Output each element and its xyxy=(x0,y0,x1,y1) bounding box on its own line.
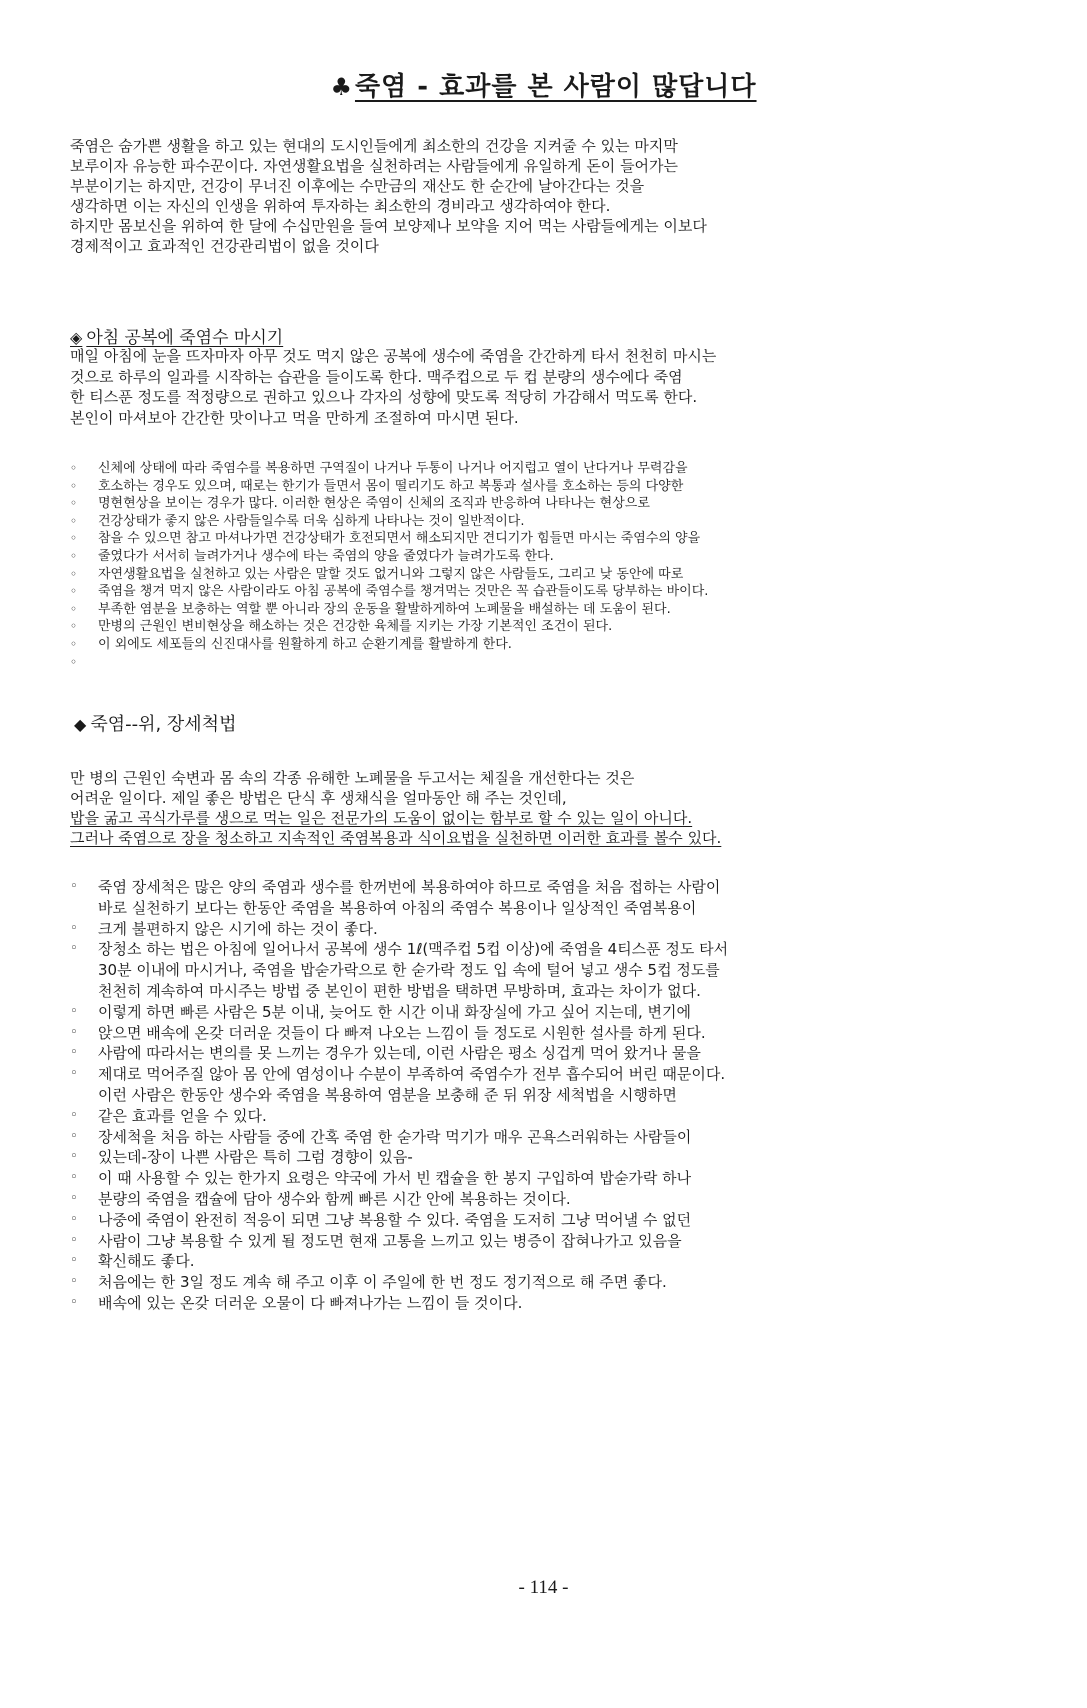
section2-underlined-line: 그러나 죽염으로 장을 청소하고 지속적인 죽염복용과 식이요법을 실천하면 이러한 효과를 볼수 있다. xyxy=(70,829,722,847)
section2-line: 어려운 일이다. 제일 좋은 방법은 단식 후 생채식을 얼마동안 해 주는 것인데, xyxy=(70,789,567,807)
list-item: ◦ 처음에는 한 3일 정도 계속 해 주고 이후 이 주일에 한 번 정도 정기적으로 해 주면 좋다. xyxy=(70,1272,980,1293)
intro-line: 보루이자 유능한 파수꾼이다. 자연생활요법을 실천하려는 사람들에게 유일하게 돈이 들어가는 xyxy=(70,157,679,175)
list-item: ◦ 같은 효과를 얻을 수 있다. xyxy=(70,1106,980,1127)
section1-bullet-list xyxy=(70,460,970,654)
list-item: ◦ 호소하는 경우도 있으며, 때로는 한기가 들면서 몸이 떨리기도 하고 복통과 설사를 호소하는 등의 다양한 xyxy=(70,478,970,496)
list-item: ◦ 죽염을 챙겨 먹지 않은 사람이라도 아침 공복에 죽염수를 챙겨먹는 것만은 꼭 습관들이도록 당부하는 바이다. xyxy=(70,583,970,601)
section2-bullet-list xyxy=(70,877,980,1314)
list-item: ◦ 참을 수 있으면 참고 마셔나가면 건강상태가 호전되면서 해소되지만 견디기가 힘들면 마시는 죽염수의 양을 xyxy=(70,530,970,548)
section2-heading-text: 죽염--위, 장세척법 xyxy=(90,714,237,735)
intro-line: 하지만 몸보신을 위하여 한 달에 수십만원을 들여 보양제나 보약을 지어 먹는 사람들에게는 이보다 xyxy=(70,217,707,235)
list-item: ◦ 자연생활요법을 실천하고 있는 사람은 말할 것도 없거니와 그렇지 않은 사람들도, 그리고 낮 동안에 따로 xyxy=(70,566,970,584)
list-item: ◦ 신체에 상태에 따라 죽염수를 복용하면 구역질이 나거나 두통이 나거나 어지럽고 열이 난다거나 무력감을 xyxy=(70,460,970,478)
list-item: ◦ 사람에 따라서는 변의를 못 느끼는 경우가 있는데, 이런 사람은 평소 싱겁게 먹어 왔거나 물을 xyxy=(70,1043,980,1064)
list-item: 바로 실천하기 보다는 한동안 죽염을 복용하여 아침의 죽염수 복용이나 일상적인 죽염복용이 xyxy=(98,898,697,917)
list-item: 30분 이내에 마시거나, 죽염을 밥숟가락으로 한 숟가락 정도 입 속에 털어 넣고 생수 5컵 정도를 xyxy=(98,961,720,980)
list-item: ◦ 부족한 염분을 보충하는 역할 뿐 아니라 장의 운동을 활발하게하여 노폐물을 배설하는 데 도움이 된다. xyxy=(70,601,970,619)
list-item: ◦ 배속에 있는 온갖 더러운 오물이 다 빠져나가는 느낌이 들 것이다. xyxy=(70,1293,980,1314)
list-item: ◦ 이렇게 하면 빠른 사람은 5분 이내, 늦어도 한 시간 이내 화장실에 가고 싶어 지는데, 변기에 xyxy=(70,1002,980,1023)
club-suit-icon: ♣ xyxy=(330,73,353,101)
page-number: - 114 - xyxy=(518,1577,569,1598)
list-item: ◦ 줄였다가 서서히 늘려가거나 생수에 타는 죽염의 양을 줄였다가 늘려가도록 한다. xyxy=(70,548,970,566)
section2-heading xyxy=(74,710,236,736)
list-item: ◦ 만병의 근원인 변비현상을 해소하는 것은 건강한 육체를 지키는 가장 기본적인 조건이 된다. xyxy=(70,618,970,636)
list-item: ◦ 건강상태가 좋지 않은 사람들일수록 더욱 심하게 나타나는 것이 일반적이다. xyxy=(70,513,970,531)
section2-line: 만 병의 근원인 숙변과 몸 속의 각종 유해한 노폐물을 두고서는 체질을 개선한다는 것은 xyxy=(70,769,635,787)
list-item: ◦ 장청소 하는 법은 아침에 일어나서 공복에 생수 1ℓ(맥주컵 5컵 이상)에 죽염을 4티스푼 정도 타서 xyxy=(70,939,980,960)
list-item: ◦ 제대로 먹어주질 않아 몸 안에 염성이나 수분이 부족하여 죽염수가 전부 흡수되어 버린 때문이다. xyxy=(70,1064,980,1085)
list-item: 천천히 계속하여 마시주는 방법 중 본인이 편한 방법을 택하면 무방하며, 효과는 차이가 없다. xyxy=(98,981,701,1000)
list-item: ◦ 크게 불편하지 않은 시기에 하는 것이 좋다. xyxy=(70,919,980,940)
list-item: ◦ 있는데-장이 나쁜 사람은 특히 그럼 경향이 있음- xyxy=(70,1147,980,1168)
intro-line: 죽염은 숨가쁜 생활을 하고 있는 현대의 도시인들에게 최소한의 건강을 지켜줄 수 있는 마지막 xyxy=(70,137,678,155)
list-item: ◦ 사람이 그냥 복용할 수 있게 될 정도면 현재 고통을 느끼고 있는 병증이 잡혀나가고 있음을 xyxy=(70,1231,980,1252)
section1-line: 매일 아침에 눈을 뜨자마자 아무 것도 먹지 않은 공복에 생수에 죽염을 간간하게 타서 천천히 마시는 xyxy=(70,347,717,365)
section1-line: 것으로 하루의 일과를 시작하는 습관을 들이도록 한다. 맥주컵으로 두 컵 분량의 생수에다 죽염 xyxy=(70,367,683,386)
list-item: ◦ 명현현상을 보이는 경우가 많다. 이러한 현상은 죽염이 신체의 조직과 반응하여 나타나는 현상으로 xyxy=(70,495,970,513)
list-item: ◦ 확신해도 좋다. xyxy=(70,1251,980,1272)
list-item: ◦ 앉으면 배속에 온갖 더러운 것들이 다 빠져 나오는 느낌이 들 정도로 시원한 설사를 하게 된다. xyxy=(70,1023,980,1044)
list-item: ◦ 분량의 죽염을 캡슐에 담아 생수와 함께 빠른 시간 안에 복용하는 것이다. xyxy=(70,1189,980,1210)
list-item: ◦ 이 외에도 세포들의 신진대사를 원활하게 하고 순환기계를 활발하게 한다. xyxy=(70,636,970,654)
section2-underlined-line: 밥을 굶고 곡식가루를 생으로 먹는 일은 전문가의 도움이 없이는 함부로 할 수 있는 일이 아니다. xyxy=(70,809,693,827)
intro-paragraph xyxy=(70,136,970,256)
section1-heading-text: 아침 공복에 죽염수 마시기 xyxy=(86,328,284,348)
list-item: ◦ 죽염 장세척은 많은 양의 죽염과 생수를 한꺼번에 복용하여야 하므로 죽염을 처음 접하는 사람이 xyxy=(70,877,980,898)
section1-line: 한 티스푼 정도를 적정량으로 권하고 있으나 각자의 성향에 맞도록 적당히 가감해서 먹도록 한다. xyxy=(70,388,698,406)
intro-line: 생각하면 이는 자신의 인생을 위하여 투자하는 최소한의 경비라고 생각하여야 한다. xyxy=(70,197,611,215)
section1-line: 본인이 마셔보아 간간한 맛이나고 먹을 만하게 조절하여 마시면 된다. xyxy=(70,408,519,427)
section2-paragraph xyxy=(70,768,970,848)
section1-paragraph xyxy=(70,346,970,428)
intro-line: 경제적이고 효과적인 건강관리법이 없을 것이다 xyxy=(70,237,379,255)
section1-heading xyxy=(70,323,283,348)
list-item: ◦ 나중에 죽염이 완전히 적응이 되면 그냥 복용할 수 있다. 죽염을 도저히 그냥 먹어낼 수 없던 xyxy=(70,1210,980,1231)
list-item: ◦ 장세척을 처음 하는 사람들 중에 간혹 죽염 한 숟가락 먹기가 매우 곤욕스러워하는 사람들이 xyxy=(70,1127,980,1148)
diamond-bullet-icon: ◈ xyxy=(70,328,83,347)
page-title xyxy=(0,66,1087,103)
list-item: 이런 사람은 한동안 생수와 죽염을 복용하여 염분을 보충해 준 뒤 위장 세척법을 시행하면 xyxy=(98,1085,677,1104)
list-item: ◦ 이 때 사용할 수 있는 한가지 요령은 약국에 가서 빈 캡슐을 한 봉지 구입하여 밥숟가락 하나 xyxy=(70,1168,980,1189)
page-title-text: 죽염 - 효과를 본 사람이 많답니다 xyxy=(354,72,757,102)
intro-line: 부분이기는 하지만, 건강이 무너진 이후에는 수만금의 재산도 한 순간에 날아간다는 것을 xyxy=(70,177,645,195)
diamond-bullet-icon: ◆ xyxy=(74,715,87,734)
